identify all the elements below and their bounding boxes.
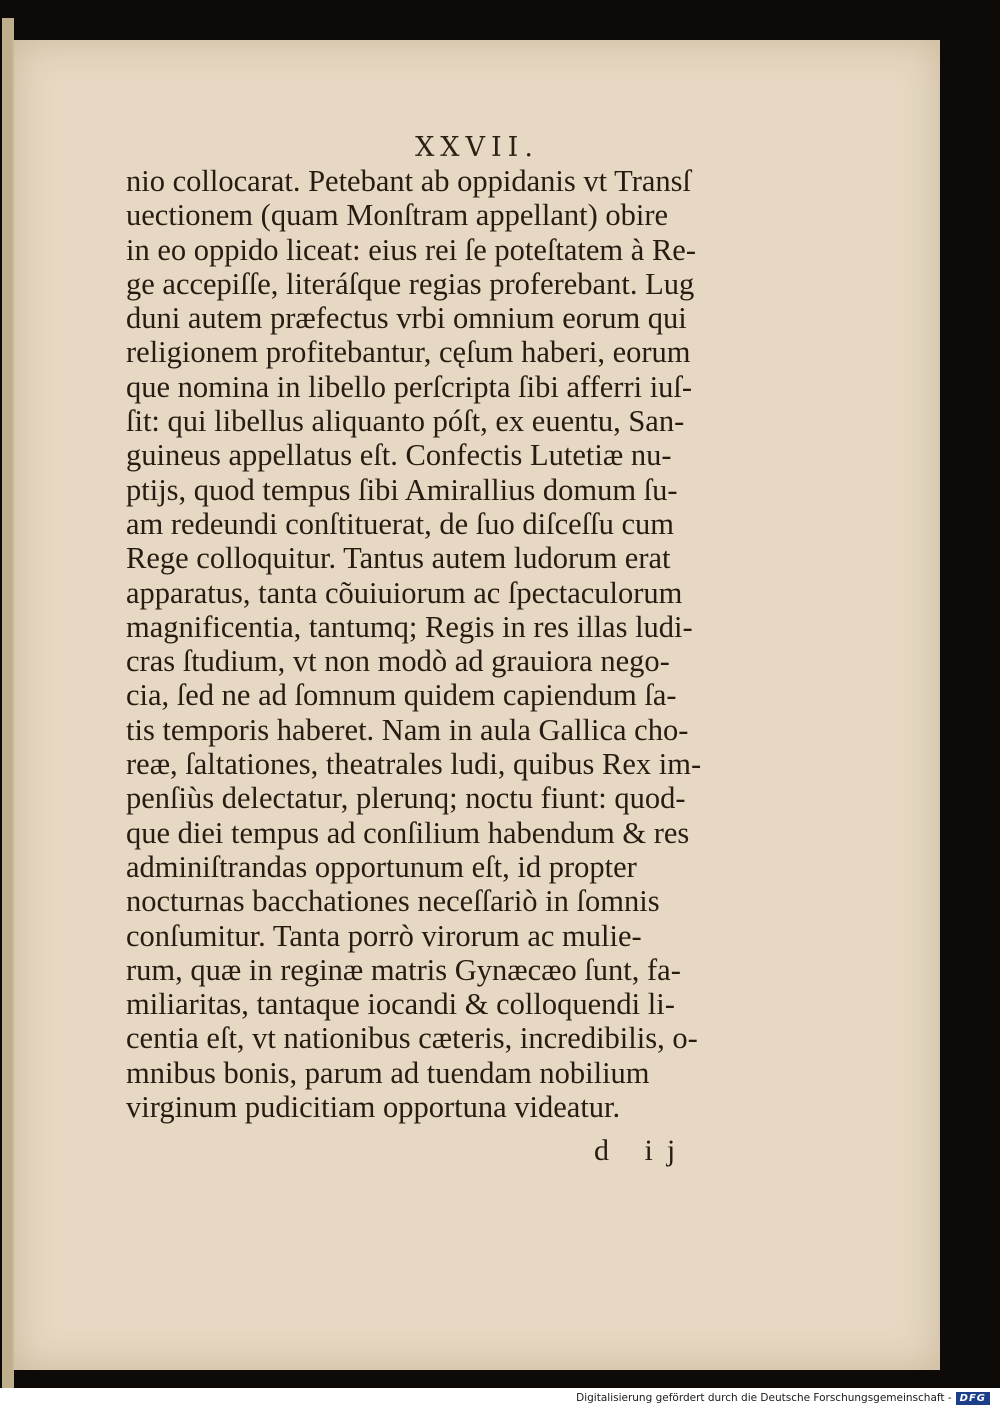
dfg-logo[interactable]: DFG xyxy=(956,1392,990,1405)
text-line: rum, quæ in reginæ matris Gynæcæo ſunt, fa- xyxy=(126,952,681,987)
text-line: magnificentia, tantumq; Regis in res illas ludi- xyxy=(126,609,693,644)
text-line: Rege colloquitur. Tantus autem ludorum erat xyxy=(126,541,671,576)
text-line: cras ſtudium, vt non modò ad grauiora nego- xyxy=(126,644,670,679)
text-line: ge accepiſſe, literáſque regias proferebant. Lug xyxy=(126,266,695,301)
funding-credit: Digitalisierung gefördert durch die Deutsche Forschungsgemeinschaft - xyxy=(576,1392,952,1404)
text-line: apparatus, tanta cõuiuiorum ac ſpectaculorum xyxy=(126,575,683,610)
text-line: tis temporis haberet. Nam in aula Gallica cho- xyxy=(126,712,689,747)
text-line: centia eſt, vt nationibus cæteris, incredibilis, o- xyxy=(126,1021,698,1056)
digitization-footer xyxy=(576,1389,990,1407)
text-line: religionem profitebantur, cęſum haberi, eorum xyxy=(126,335,691,370)
text-line: penſiùs delectatur, plerunq; noctu fiunt: quod- xyxy=(126,781,686,816)
body-text xyxy=(126,164,786,1124)
text-line: ptijs, quod tempus ſibi Amirallius domum ſu- xyxy=(126,472,678,507)
text-line: adminiſtrandas opportunum eſt, id propter xyxy=(126,849,637,884)
text-line: que diei tempus ad conſilium habendum & res xyxy=(126,815,690,850)
text-line: que nomina in libello perſcripta ſibi afferri iuſ- xyxy=(126,369,693,404)
text-line: miliaritas, tantaque iocandi & colloquendi li- xyxy=(126,987,675,1022)
signature-mark: d ij xyxy=(594,1134,690,1167)
text-line: nio collocarat. Petebant ab oppidanis vt Transſ xyxy=(126,164,692,198)
text-line: mnibus bonis, parum ad tuendam nobilium xyxy=(126,1055,650,1090)
text-line: uectionem (quam Monſtram appellant) obire xyxy=(126,198,669,233)
text-line: duni autem præfectus vrbi omnium eorum qui xyxy=(126,301,687,336)
text-line: conſumitur. Tanta porrò virorum ac mulie- xyxy=(126,918,642,953)
text-line: in eo oppido liceat: eius rei ſe poteſtatem à Re- xyxy=(126,232,696,267)
text-line: guineus appellatus eſt. Confectis Lutetiæ nu- xyxy=(126,438,672,473)
text-line: ſit: qui libellus aliquanto póſt, ex euentu, San- xyxy=(126,404,685,439)
text-line: am redeundi conſtituerat, de ſuo diſceſſu cum xyxy=(126,506,674,541)
text-line: cia, ſed ne ad ſomnum quidem capiendum ſa- xyxy=(126,678,677,713)
page-header: XXVII. xyxy=(415,132,539,163)
text-line: nocturnas bacchationes neceſſariò in ſomnis xyxy=(126,884,660,919)
book-page xyxy=(12,40,940,1370)
text-line: reæ, ſaltationes, theatrales ludi, quibus Rex im- xyxy=(126,747,702,782)
text-line: virginum pudicitiam opportuna videatur. xyxy=(126,1090,621,1125)
